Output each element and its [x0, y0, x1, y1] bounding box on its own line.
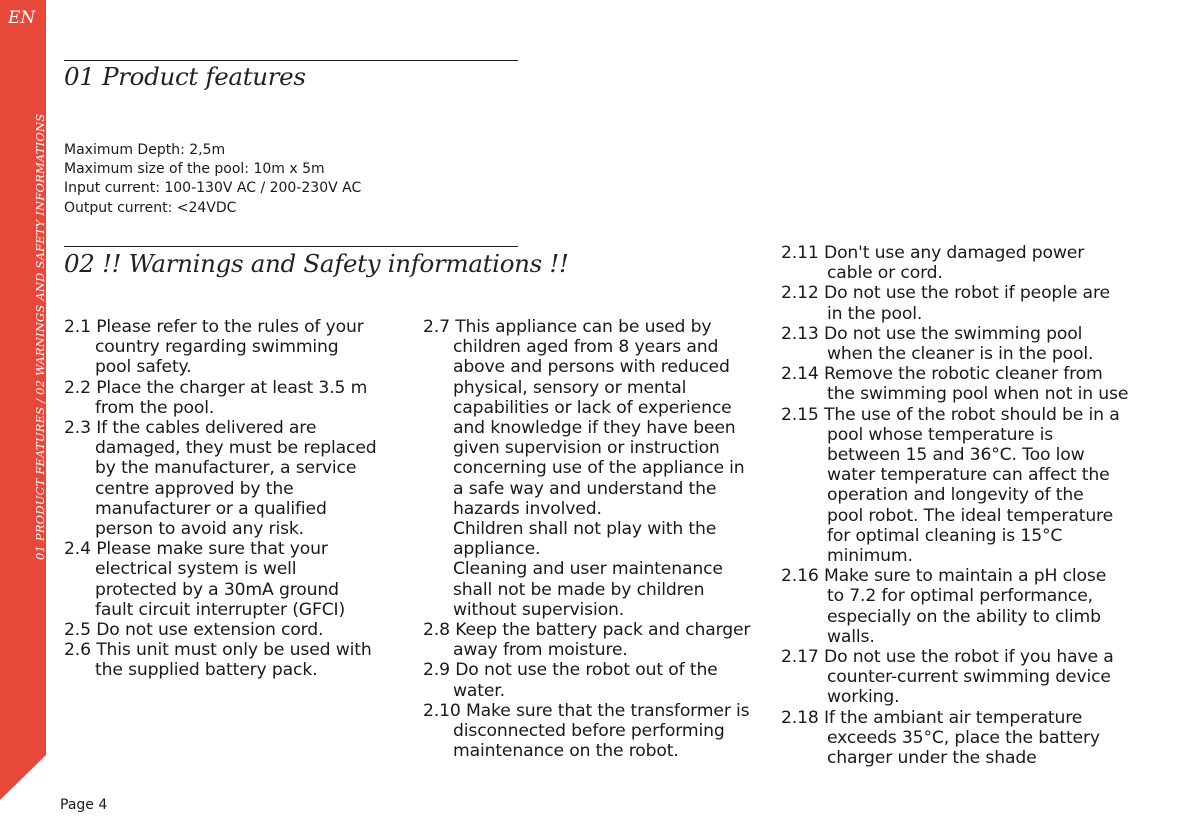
warning-item-line: maintenance on the robot.	[453, 741, 679, 762]
warning-item-heading: 2.16 Make sure to maintain a pH close	[781, 566, 1107, 587]
warning-item-line: above and persons with reduced	[453, 357, 730, 378]
warning-item-line: shall not be made by children	[453, 579, 705, 600]
warning-item-line: walls.	[827, 626, 875, 647]
product-features-list	[64, 141, 361, 218]
warning-item-line: disconnected before performing	[453, 721, 725, 742]
warning-item-line: the swimming pool when not in use	[827, 384, 1129, 405]
warning-item	[423, 620, 768, 660]
warning-item-line: water temperature can affect the	[827, 465, 1110, 486]
warning-item-heading: 2.15 The use of the robot should be in a	[781, 404, 1120, 425]
warning-item-line: water.	[453, 680, 505, 701]
warning-item-line: between 15 and 36°C. Too low	[827, 445, 1085, 466]
warning-item-line: exceeds 35°C, place the battery	[827, 727, 1100, 748]
warning-item-line: country regarding swimming	[95, 337, 339, 358]
warnings-column-3	[781, 243, 1141, 768]
warning-item-line: cable or cord.	[827, 263, 943, 284]
feature-line: Input current: 100-130V AC / 200-230V AC	[64, 180, 362, 197]
warning-item-heading: 2.2 Place the charger at least 3.5 m	[64, 377, 368, 398]
warning-item-line: concerning use of the appliance in	[453, 458, 745, 479]
warning-item	[64, 317, 409, 378]
warning-item-line: pool safety.	[95, 357, 192, 378]
warning-item-line: from the pool.	[95, 397, 215, 418]
warning-item-line: away from moisture.	[453, 640, 628, 661]
warning-item-heading: 2.8 Keep the battery pack and charger	[423, 620, 751, 641]
warning-item-line: when the cleaner is in the pool.	[827, 344, 1094, 365]
warning-item-heading: 2.3 If the cables delivered are	[64, 418, 317, 439]
warning-item-line: the supplied battery pack.	[95, 660, 318, 681]
warning-item-line: children aged from 8 years and	[453, 337, 719, 358]
warning-item-line: protected by a 30mA ground	[95, 579, 339, 600]
warning-item-line: hazards involved.	[453, 498, 602, 519]
warning-item-line: a safe way and understand the	[453, 478, 717, 499]
warnings-title: 02 !! Warnings and Safety informations !!	[64, 249, 569, 278]
warning-item	[64, 640, 409, 680]
warning-item-line: minimum.	[827, 546, 913, 567]
warning-item-heading: 2.7 This appliance can be used by	[423, 317, 712, 337]
warning-item-line: physical, sensory or mental	[453, 377, 687, 398]
feature-line: Maximum size of the pool: 10m x 5m	[64, 161, 325, 178]
warning-item	[423, 660, 768, 700]
warning-item-line: damaged, they must be replaced	[95, 438, 377, 459]
warning-item-line: appliance.	[453, 539, 541, 560]
warning-item-line: person to avoid any risk.	[95, 519, 304, 540]
warning-item-heading: 2.9 Do not use the robot out of the	[423, 660, 718, 681]
warning-item-line: Cleaning and user maintenance	[453, 559, 723, 580]
warning-item	[64, 378, 409, 418]
warning-item-heading: 2.4 Please make sure that your	[64, 539, 328, 560]
warning-item-line: capabilities or lack of experience	[453, 397, 732, 418]
warning-item	[423, 701, 768, 762]
warning-item-heading: 2.6 This unit must only be used with	[64, 640, 372, 661]
warning-item	[781, 647, 1141, 708]
sidebar-section-label: 01 PRODUCT FEATURES / 02 WARNINGS AND SAFETY INFORMATIONS	[33, 113, 47, 560]
warning-item-line: fault circuit interrupter (GFCI)	[95, 599, 346, 620]
warning-item-line: working.	[827, 687, 900, 708]
warning-item-heading: 2.13 Do not use the swimming pool	[781, 323, 1083, 344]
warning-item-line: pool robot. The ideal temperature	[827, 505, 1114, 526]
warnings-column-2	[423, 317, 768, 761]
warning-item-line: by the manufacturer, a service	[95, 458, 357, 479]
warning-item-line: and knowledge if they have been	[453, 418, 736, 439]
warning-item-line: especially on the ability to climb	[827, 606, 1101, 627]
warning-item-line: pool whose temperature is	[827, 424, 1054, 445]
warning-item-heading: 2.1 Please refer to the rules of your	[64, 317, 364, 337]
warning-item	[781, 324, 1141, 364]
warning-item-line: for optimal cleaning is 15°C	[827, 525, 1063, 546]
product-features-title: 01 Product features	[64, 62, 306, 91]
warning-item-heading: 2.11 Don't use any damaged power	[781, 243, 1085, 263]
warning-item	[781, 243, 1141, 283]
warning-item-line: without supervision.	[453, 599, 625, 620]
feature-line: Maximum Depth: 2,5m	[64, 142, 226, 158]
warning-item	[781, 405, 1141, 567]
warning-item-line: to 7.2 for optimal performance,	[827, 586, 1093, 607]
feature-line: Output current: <24VDC	[64, 199, 237, 216]
warning-item	[64, 539, 409, 620]
warning-item-heading: 2.17 Do not use the robot if you have a	[781, 647, 1114, 668]
warning-item-heading: 2.5 Do not use extension cord.	[64, 620, 324, 641]
section-rule	[64, 246, 518, 247]
warning-item	[64, 418, 409, 539]
warning-item-line: operation and longevity of the	[827, 485, 1084, 506]
warning-item-line: centre approved by the	[95, 478, 294, 499]
language-code: EN	[8, 8, 36, 28]
page-number: Page 4	[60, 797, 108, 813]
warning-item-heading: 2.18 If the ambiant air temperature	[781, 707, 1083, 728]
warnings-column-1	[64, 317, 409, 681]
warning-item	[781, 283, 1141, 323]
warning-item-line: charger under the shade	[827, 748, 1037, 769]
warning-item-line: electrical system is well	[95, 559, 297, 580]
warning-item	[423, 317, 768, 620]
warning-item	[781, 364, 1141, 404]
warning-item-heading: 2.14 Remove the robotic cleaner from	[781, 364, 1103, 385]
warning-item-heading: 2.10 Make sure that the transformer is	[423, 700, 750, 721]
warning-item-line: counter-current swimming device	[827, 667, 1111, 688]
warning-item-heading: 2.12 Do not use the robot if people are	[781, 283, 1110, 304]
warning-item-line: in the pool.	[827, 303, 923, 324]
section-rule	[64, 60, 518, 61]
warning-item	[781, 566, 1141, 647]
warning-item-line: manufacturer or a qualified	[95, 498, 327, 519]
warning-item	[64, 620, 409, 640]
warning-item	[781, 708, 1141, 769]
warning-item-line: given supervision or instruction	[453, 438, 720, 459]
warning-item-line: Children shall not play with the	[453, 519, 717, 540]
